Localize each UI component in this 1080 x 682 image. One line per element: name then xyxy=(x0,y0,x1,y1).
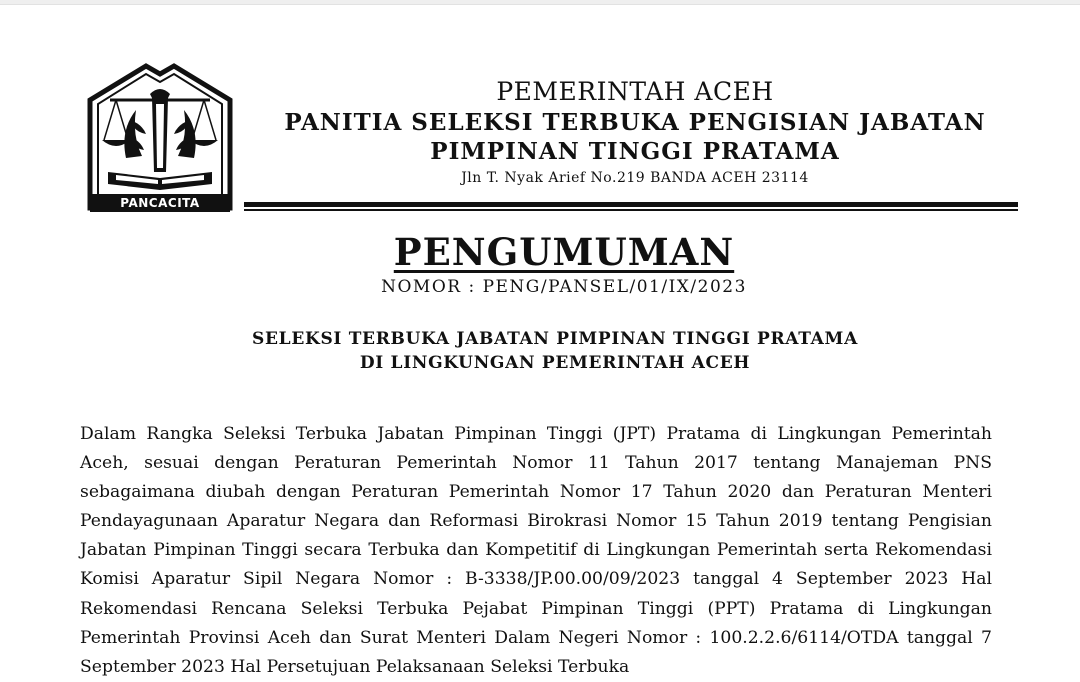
letterhead xyxy=(240,76,1030,188)
subtitle-line-2: DI LINGKUNGAN PEMERINTAH ACEH xyxy=(359,353,751,373)
address: Jln T. Nyak Arief No.219 BANDA ACEH 23114 xyxy=(461,170,809,186)
page-top-edge xyxy=(0,0,1080,5)
pancacita-emblem-icon xyxy=(86,60,234,214)
logo-label: PANCACITA xyxy=(120,196,200,210)
announcement-title: PENGUMUMAN xyxy=(393,230,735,274)
letterhead-rule-thick xyxy=(244,202,1018,207)
committee-name: PANITIA SELEKSI TERBUKA PENGISIAN JABATAN xyxy=(284,109,986,136)
subtitle-line-1: SELEKSI TERBUKA JABATAN PIMPINAN TINGGI PRATAMA xyxy=(252,329,858,349)
government-name: PEMERINTAH ACEH xyxy=(496,77,774,106)
body-paragraph: Dalam Rangka Seleksi Terbuka Jabatan Pimpinan Tinggi (JPT) Pratama di Lingkungan Pemerintah Aceh, sesuai dengan Peraturan Pemerintah Nomor 11 Tahun 2017 tentang Manajeman PNS sebagaimana diubah dengan Peraturan Pemerintah Nomor 17 Tahun 2020 dan Peraturan Menteri Pendayagunaan Aparatur Negara dan Reformasi Birokrasi Nomor 15 Tahun 2019 tentang Pengisian Jabatan Pimpinan Tinggi secara Terbuka dan Kompetitif di Lingkungan Pemerintah serta Rekomendasi Komisi Aparatur Sipil Negara Nomor : B-3338/JP.00.00/09/2023 tanggal 4 September 2023 Hal Rekomendasi Rencana Seleksi Terbuka Pejabat Pimpinan Tinggi (PPT) Pratama di Lingkungan Pemerintah Provinsi Aceh dan Surat Menteri Dalam Negeri Nomor : 100.2.2.6/6114/OTDA tanggal 7 September 2023 Hal Persetujuan Pelaksanaan Seleksi Terbuka xyxy=(80,424,992,677)
announcement-subtitle xyxy=(0,327,1080,375)
announcement-number: NOMOR : PENG/PANSEL/01/IX/2023 xyxy=(381,277,747,297)
letterhead-rule-thin xyxy=(244,209,1018,211)
committee-name-cont: PIMPINAN TINGGI PRATAMA xyxy=(430,138,840,165)
